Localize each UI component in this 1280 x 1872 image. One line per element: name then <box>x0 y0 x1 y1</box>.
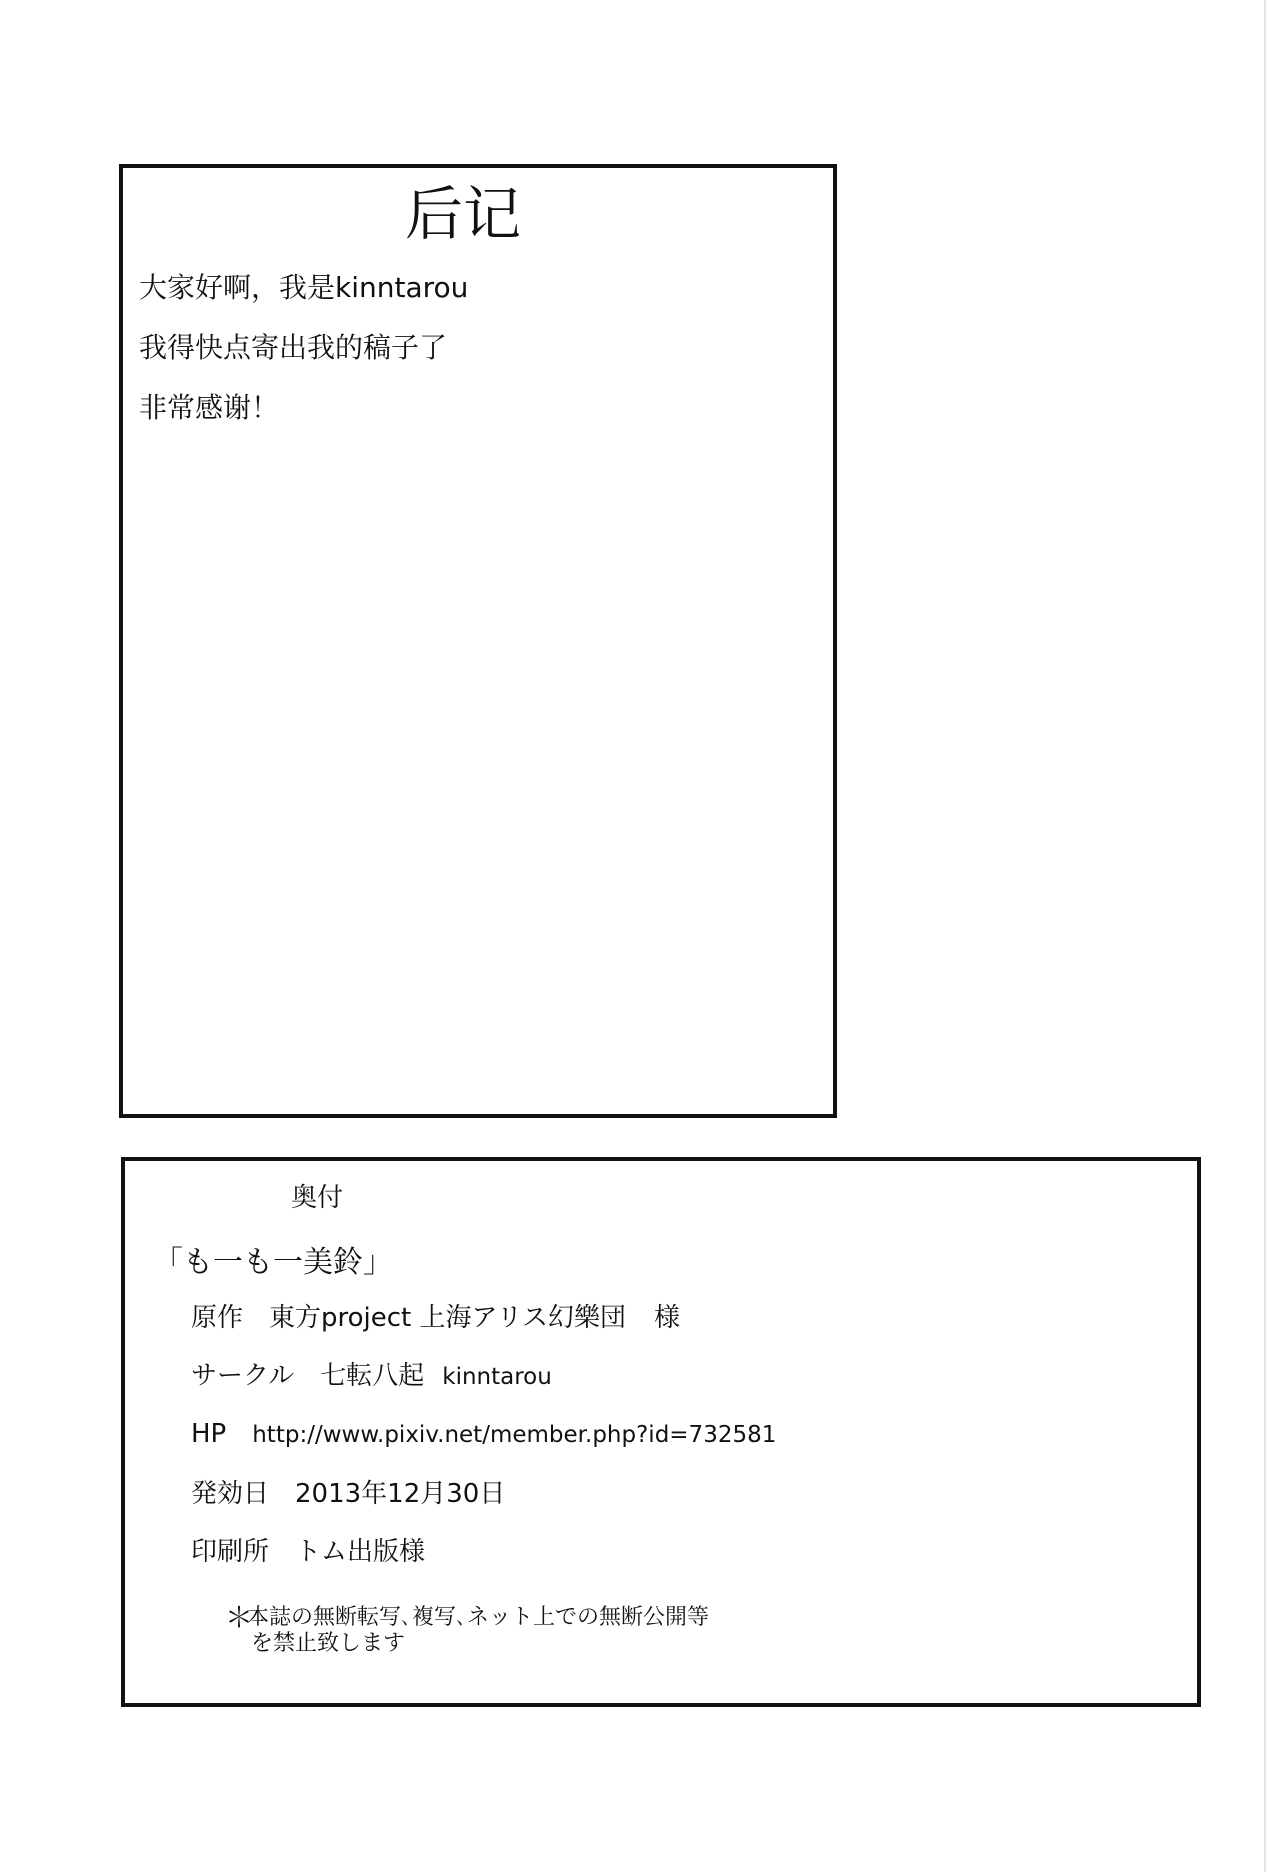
circle-author: kinntarou <box>442 1364 552 1390</box>
homepage-label: HP <box>191 1419 227 1449</box>
homepage-url: http://www.pixiv.net/member.php?id=732581 <box>252 1422 777 1448</box>
circle-row <box>191 1359 552 1394</box>
notice-text-2: を禁止致します <box>251 1631 406 1656</box>
printer-label: 印刷所 <box>191 1537 270 1567</box>
notice-text-1: 本誌の無断転写､複写､ネット上での無断公開等 <box>247 1605 710 1630</box>
original-work-label: 原作 <box>191 1303 244 1333</box>
circle-name: 七転八起 <box>320 1361 425 1391</box>
afterword-line-thanks: 非常感谢！ <box>139 391 280 424</box>
original-work-value: 東方project 上海アリス幻樂団 <box>269 1303 626 1333</box>
original-work-row <box>191 1301 680 1335</box>
colophon-box <box>121 1157 1201 1707</box>
notice-line-1 <box>225 1601 710 1634</box>
asterisk-icon: ＊ <box>225 1601 254 1634</box>
page-edge-line <box>1264 0 1266 1872</box>
printer-row <box>191 1535 425 1569</box>
book-title: 「も一も一美鈴」 <box>153 1245 393 1280</box>
afterword-line-manuscript: 我得快点寄出我的稿子了 <box>139 331 448 364</box>
afterword-box <box>119 164 837 1118</box>
colophon-heading: 奥付 <box>291 1183 344 1213</box>
issue-date-row <box>191 1477 505 1511</box>
printer-value: トム出版様 <box>295 1537 426 1567</box>
afterword-line-greeting: 大家好啊，我是kinntarou <box>139 271 469 304</box>
original-work-honorific: 様 <box>653 1303 680 1333</box>
issue-date-value: 2013年12月30日 <box>295 1479 506 1509</box>
reproduction-notice <box>225 1601 710 1657</box>
issue-date-label: 発効日 <box>191 1479 270 1509</box>
circle-label: サークル <box>191 1361 295 1391</box>
homepage-row <box>191 1417 776 1452</box>
afterword-title: 后记 <box>404 180 521 248</box>
